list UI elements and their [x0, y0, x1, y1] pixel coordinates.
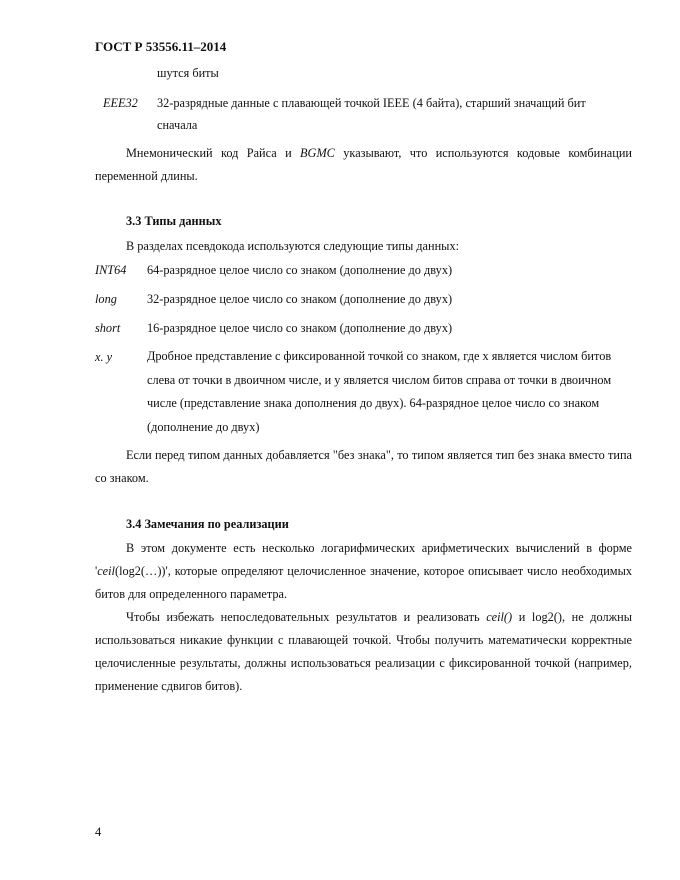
- section-3-4-title: 3.4 Замечания по реализации: [126, 517, 289, 531]
- term-eee32: EEE32: [103, 96, 138, 110]
- eee32-definition-line2: сначала: [157, 118, 198, 132]
- continued-text: шутся биты: [157, 66, 219, 80]
- implementation-paragraph-2: Чтобы избежать непоследовательных результатов и реализовать ceil() и log2(), не должны использоваться никакие функции с плавающей точкой. Чтобы получить математически корректные целочисленные результаты, должны использоваться реализации с фиксированной точкой (например, применение сдвигов битов).: [95, 610, 632, 693]
- ceil-function-term: ceil(): [486, 610, 513, 624]
- page-number: 4: [95, 825, 102, 839]
- short-definition: 16-разрядное целое число со знаком (дополнение до двух): [147, 321, 453, 335]
- long-definition: 32-разрядное целое число со знаком (дополнение до двух): [147, 292, 453, 306]
- term-short: short: [95, 321, 121, 335]
- section-3-3-intro: В разделах псевдокода используются следующие типы данных:: [126, 239, 460, 253]
- fixed-point-definition: Дробное представление с фиксированной точкой со знаком, где x является числом битов слева от точки в двоичном числе, и y является числом битов справа от точки в двоичном числе (представление знака дополнения до двух). 64-разрядное целое число со знаком (дополнение до двух): [147, 349, 612, 434]
- term-int64: INT64: [95, 263, 127, 277]
- int64-definition: 64-разрядное целое число со знаком (дополнение до двух): [147, 263, 453, 277]
- term-long: long: [95, 292, 117, 306]
- mnemonic-paragraph: Мнемонический код Райса и BGMC указывают, что используются кодовые комбинации переменной длины.: [95, 146, 632, 183]
- unsigned-note-paragraph: Если перед типом данных добавляется "без знака", то типом является тип без знака вместо типа со знаком.: [95, 448, 632, 485]
- bgmc-term: BGMC: [300, 146, 335, 160]
- section-3-3-title: 3.3 Типы данных: [126, 214, 222, 228]
- eee32-definition-line1: 32-разрядные данные с плавающей точкой IEEE (4 байта), старший значащий бит: [157, 96, 586, 110]
- term-fixed-point: x. y: [95, 350, 113, 364]
- standard-header: ГОСТ Р 53556.11–2014: [95, 39, 227, 54]
- ceil-term: ceil: [97, 564, 115, 578]
- implementation-paragraph-1: В этом документе есть несколько логарифмических арифметических вычислений в форме 'ceil(log2(…))', которые определяют целочисленное значение, которое описывает число необходимых битов для определенного параметра.: [95, 541, 632, 601]
